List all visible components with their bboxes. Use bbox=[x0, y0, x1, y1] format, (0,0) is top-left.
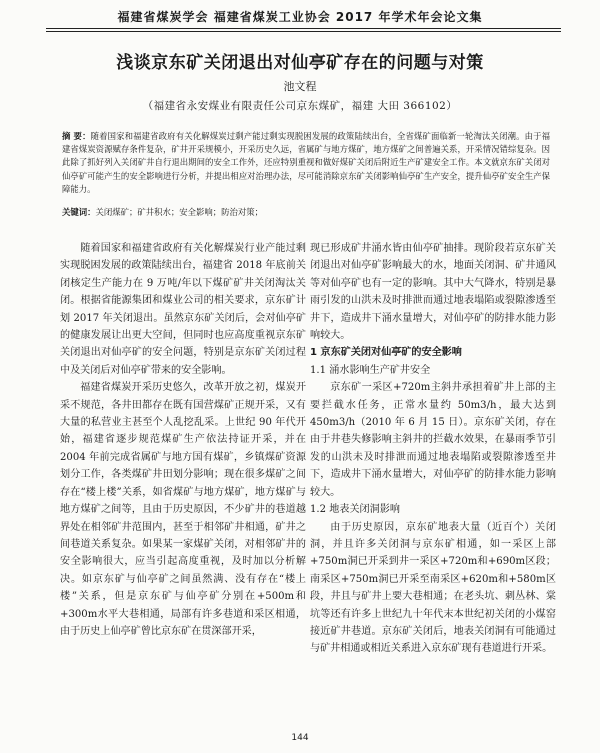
body-column-right bbox=[310, 240, 556, 658]
paper-title: 浅谈京东矿关闭退出对仙亭矿存在的问题与对策 bbox=[116, 53, 484, 73]
body-paragraph: 福建省煤炭开采历史悠久，改革开放之初，煤炭开采不规范，各井田都存在既有国营煤矿正规开采，又有大量的私营业主甚至个人乱挖乱采。上世纪 90 年代开始，福建省逐步规范煤矿生产依法持证开采，并在 2004 年前完成省属矿与地方国有煤矿，乡镇煤矿资源划分工作，各类煤矿井田划分影响；现在很多煤矿之间存在“楼上楼”关系，如省煤矿与地方煤矿，地方煤矿与地方煤矿之间等，且由于历史原因，不少矿井的巷道越界处在相邻矿井范围内，甚至于相邻矿井相通，矿井之间巷道关系复杂。如果某一家煤矿关闭，对相邻矿井的安全影响很大，应当引起高度重视，及时加以分析解决。如京东矿与仙亭矿之间虽然满、没有存在“楼上楼”关系，但是京东矿与仙亭矿分别在+500m和+300m水平大巷相通，局部有许多巷道和采区相通，由于历史上仙亭矿曾比京东矿在贯深部开采， bbox=[60, 382, 306, 637]
body-column-left bbox=[60, 240, 306, 640]
body-paragraph: 由于历史原因，京东矿地表大量（近百个）关闭洞，并且许多关闭洞与京东矿相通，如一采区上部+750m洞已开采到井一采区+720m和+690m区段；南采区+750m洞已开采至南采区+620m和+580m区段，井且与矿井上要大巷相通；在老头坑、刺丛林、棠坑等还有许多上世纪九十年代末本世纪初关闭的小煤窑接近矿井巷道。京东矿关闭后，地表关闭洞有可能通过与矿井相通或相近关系进入京东矿现有巷道进行开采。 bbox=[310, 521, 556, 655]
abstract bbox=[62, 130, 550, 196]
keywords-text: 关闭煤矿；矿井积水；安全影响；防治对策； bbox=[95, 207, 263, 217]
body-paragraph: 现已形成矿井涌水皆由仙亭矿抽排。现阶段若京东矿关闭退出对仙亭矿影响最大的水，地面关闭洞、矿井通风等对仙亭矿也有一定的影响。其中大气降水，特别是暴雨引发的山洪未及时排泄而通过地表塌陷或裂隙渗透至井下，造成井下涌水量增大，对仙亭矿的防排水能力影响较大。 bbox=[310, 243, 556, 342]
header-rule bbox=[46, 28, 561, 29]
body-paragraph: 京东矿一采区+720m主斜井承担着矿井上部的主要拦截水任务，正常水量约 50m3/h，最大达到 450m3/h（2010 年 6 月 15 日）。京东矿关闭，存在由于井巷失修影响主斜井的拦截水效果，在暴雨季节引发的山洪未及时排泄而通过地表塌陷或裂隙渗透至井下，造成井下涌水量增大，对仙亭矿的防排水能力影响较大。 bbox=[310, 382, 556, 498]
subsection-heading: 1.2 地表关闭洞影响 bbox=[310, 504, 400, 516]
page-number: 144 bbox=[291, 733, 309, 743]
author: 池文程 bbox=[283, 80, 317, 93]
body-paragraph: 随着国家和福建省政府有关化解煤炭行业产能过剩实现脱困发展的政策陆续出台，福建省 2018 年底前关闭核定生产能力在 9 万吨/年以下煤矿矿井关闭淘汰关闭。根据省能源集团和煤业公司的相关要求，京东矿计划 2017 年关闭退出。虽然京东矿关闭后，会对仙亭矿的健康发展让出更大空间，但同时也应高度重视京东矿关闭退出对仙亭矿的安全问题，特别是京东矿关闭过程中及关闭后对仙亭矿带来的安全影响。 bbox=[60, 243, 306, 376]
affiliation: （福建省永安煤业有限责任公司京东煤矿，福建 大田 366102） bbox=[142, 100, 458, 112]
running-header: 福建省煤炭学会 福建省煤炭工业协会 2017 年学术年会论文集 bbox=[117, 10, 483, 24]
header-rule-double bbox=[46, 31, 561, 32]
abstract-label: 摘 要： bbox=[62, 131, 91, 141]
keywords-label: 关键词： bbox=[62, 207, 96, 217]
keywords bbox=[62, 206, 550, 219]
subsection-heading: 1.1 涌水影响生产矿井安全 bbox=[310, 364, 431, 376]
abstract-text: 随着国家和福建省政府有关化解煤炭过剩产能过剩实现脱困发展的政策陆续出台，全省煤矿面临新一轮淘汰关闭潮。由于福建省煤炭资源赋存条件复杂，矿井开采规模小，开采历史久远，省属矿与地方煤矿，地方煤矿之间普遍关系，开采情况错综复杂。因此除了抓好列入关闭矿井自行退出期间的安全工作外，还应特别重视和做好煤矿关闭后附近生产矿建安全工作。本文就京东矿关闭对仙亭矿可能产生的安全影响进行分析，并提出相应对治理办法，尽可能消除京东矿关闭影响仙亭矿生产安全，提升仙亭矿安全生产保障能力。 bbox=[62, 131, 551, 194]
section-heading: 1 京东矿关闭对仙亭矿的安全影响 bbox=[310, 347, 462, 359]
